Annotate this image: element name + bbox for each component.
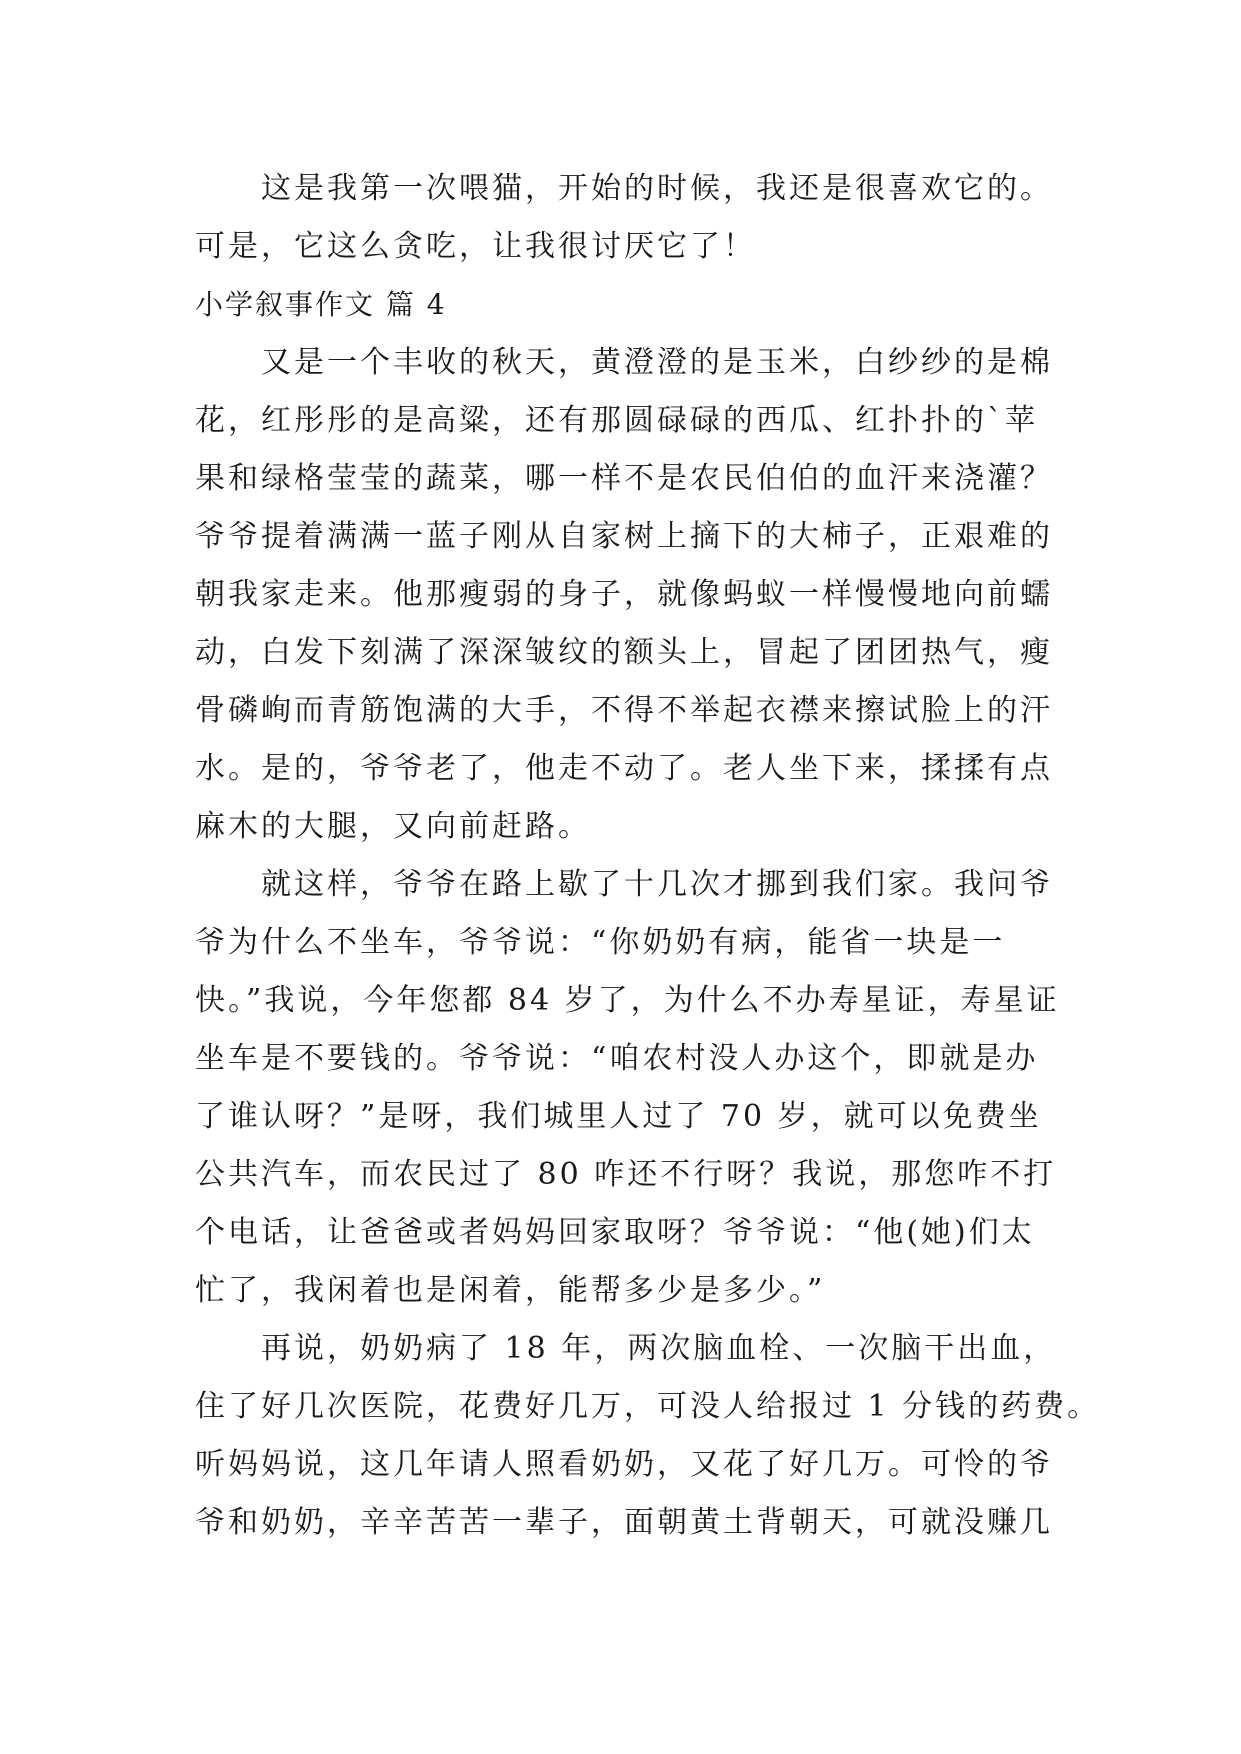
text-line: 花，红彤彤的是高粱，还有那圆碌碌的西瓜、红扑扑的`苹 <box>195 403 1038 438</box>
text-line: 朝我家走来。他那瘦弱的身子，就像蚂蚁一样慢慢地向前蠕 <box>195 577 1053 612</box>
text-line: 水。是的，爷爷老了，他走不动了。老人坐下来，揉揉有点 <box>195 751 1053 786</box>
text-line: 爷为什么不坐车，爷爷说：“你奶奶有病，能省一块是一 <box>195 925 1006 960</box>
text-line: 了谁认呀？”是呀，我们城里人过了 70 岁，就可以免费坐 <box>195 1099 1042 1134</box>
text-line: 公共汽车，而农民过了 80 咋还不行呀？我说，那您咋不打 <box>195 1157 1057 1192</box>
text-line: 个电话，让爸爸或者妈妈回家取呀？爷爷说：“他(她)们太 <box>195 1215 1035 1250</box>
text-line: 住了好几次医院，花费好几万，可没人给报过 1 分钱的药费。 <box>195 1389 1101 1424</box>
text-line: 爷和奶奶，辛辛苦苦一辈子，面朝黄土背朝天，可就没赚几 <box>195 1505 1053 1540</box>
text-line: 麻木的大腿，又向前赶路。 <box>195 809 591 844</box>
paragraph-grandma <box>195 1320 1101 1552</box>
text-line: 骨磷峋而青筋饱满的大手，不得不举起衣襟来擦试脸上的汗 <box>195 693 1053 728</box>
paragraph-autumn <box>195 334 1075 856</box>
text-line: 坐车是不要钱的。爷爷说：“咱农村没人办这个，即就是办 <box>195 1041 1039 1076</box>
paragraph-grandpa <box>195 856 1075 1320</box>
text-line: 忙了，我闲着也是闲着，能帮多少是多少。” <box>195 1273 826 1308</box>
text-line: 听妈妈说，这几年请人照看奶奶，又花了好几万。可怜的爷 <box>195 1447 1053 1482</box>
text-line: 这是我第一次喂猫，开始的时候，我还是很喜欢它的。 <box>261 171 1053 206</box>
text-line: 就这样，爷爷在路上歇了十几次才挪到我们家。我问爷 <box>261 867 1053 902</box>
text-line: 爷爷提着满满一蓝子刚从自家树上摘下的大柿子，正艰难的 <box>195 519 1053 554</box>
text-line: 再说，奶奶病了 18 年，两次脑血栓、一次脑干出血， <box>261 1331 1057 1366</box>
section-heading: 小学叙事作文 篇 4 <box>195 288 447 321</box>
text-line: 可是，它这么贪吃，让我很讨厌它了！ <box>195 229 756 264</box>
document-page <box>195 160 1101 1552</box>
text-line: 又是一个丰收的秋天，黄澄澄的是玉米，白纱纱的是棉 <box>261 345 1053 380</box>
text-line: 动，白发下刻满了深深皱纹的额头上，冒起了团团热气，瘦 <box>195 635 1053 670</box>
text-line: 快。”我说，今年您都 84 岁了，为什么不办寿星证，寿星证 <box>195 983 1060 1018</box>
paragraph-cat <box>195 160 1075 276</box>
text-line: 果和绿格莹莹的蔬菜，哪一样不是农民伯伯的血汗来浇灌？ <box>195 461 1053 496</box>
